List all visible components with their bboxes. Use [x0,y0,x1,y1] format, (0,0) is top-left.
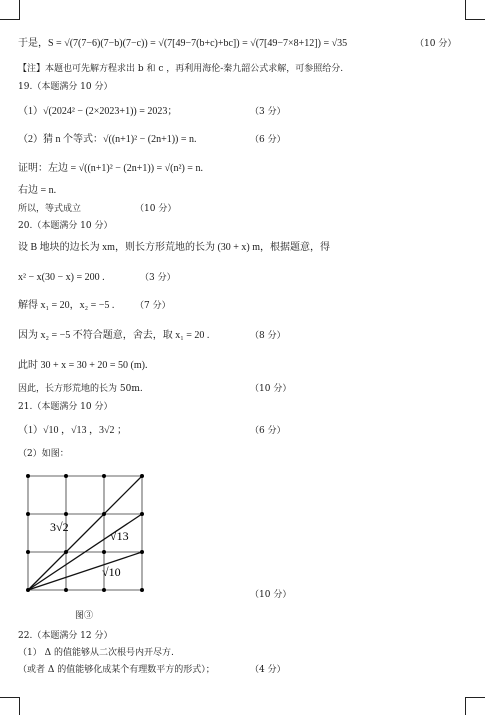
score-mark: （10 分） [250,384,292,394]
crop-mark-bottom-left-v [19,697,20,715]
q20-reject-negative: 因为 x₂ = −5 不符合题意，舍去，取 x₁ = 20 . [18,330,210,341]
question-21-heading: 21.（本题满分 10 分） [18,402,113,412]
q21-part2-label: （2）如图： [18,449,69,459]
heron-result-line: 于是，S = √(7(7−6)(7−b)(7−c)) = √(7[49−7(b+c)+bc]) = √(7[49−7×8+12]) = √35 [18,38,348,49]
score-mark: （6 分） [250,135,286,145]
score-mark: （8 分） [250,331,286,341]
q19-conclusion: 所以，等式成立 [18,204,82,214]
q21-part1-answer: （1）√10 ，√13 ，3√2 ； [18,425,127,436]
question-22-heading: 22.（本题满分 12 分） [18,631,113,641]
label-r10: √10 [102,565,121,579]
score-mark: （7 分） [135,301,171,311]
q20-setup: 设 B 地块的边长为 xm，则长方形荒地的长为 (30 + x) m，根据题意，得 [18,242,331,253]
score-mark: （10 分） [135,204,177,214]
crop-mark-top-right-h [465,19,485,20]
note-line: 【注】本题也可先解方程求出 b 和 c ，再利用海伦-秦九韶公式求解，可参照给分. [18,64,344,74]
crop-mark-top-right-v [465,0,466,20]
figure-caption: 图③ [75,611,94,621]
q20-conclusion: 因此，长方形荒地的长为 50m. [18,384,143,394]
crop-mark-bottom-right-v [465,697,466,715]
segment-r10 [28,552,142,590]
score-mark: （6 分） [250,426,286,436]
question-20-heading: 20.（本题满分 10 分） [18,221,113,231]
q19-proof-left-side: 证明：左边 = √((n+1)² − (2n+1)) = √(n²) = n. [18,163,203,174]
grid-figure [20,468,150,598]
q20-length-calc: 此时 30 + x = 30 + 20 = 50 (m). [18,360,148,371]
score-mark: （3 分） [140,273,176,283]
question-19-heading: 19.（本题满分 10 分） [18,82,113,92]
crop-mark-bottom-left-h [0,697,20,698]
q20-equation: x² − x(30 − x) = 200 . [18,272,105,283]
label-3r2: 3√2 [50,520,69,534]
crop-mark-bottom-right-h [465,697,485,698]
q22-part1-alt-answer: （或者 Δ 的值能够化成某个有理数平方的形式）； [18,665,215,675]
q19-proof-right-side: 右边 = n. [18,185,57,196]
score-mark: （10 分） [415,39,457,49]
score-mark: （4 分） [250,665,286,675]
q19-part2-conjecture: （2）猜 n 个等式：√((n+1)² − (2n+1)) = n. [18,134,197,145]
q20-solutions: 解得 x₁ = 20，x₂ = −5 . [18,300,115,311]
label-r13: √13 [110,529,129,543]
q22-part1-answer: （1） Δ 的值能够从二次根号内开尽方. [18,648,174,658]
score-mark: （3 分） [250,107,286,117]
crop-mark-top-left-v [19,0,20,20]
q19-part1-answer: （1）√(2024² − (2×2023+1)) = 2023； [18,106,178,117]
crop-mark-top-left-h [0,19,20,20]
score-mark: （10 分） [250,590,292,600]
